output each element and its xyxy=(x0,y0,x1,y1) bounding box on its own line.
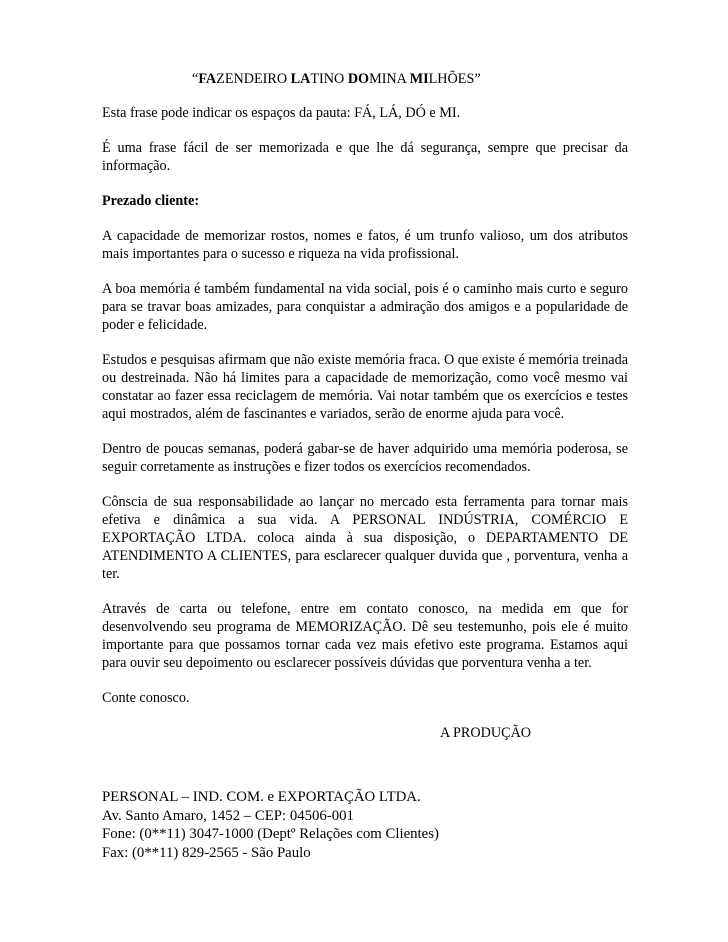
title-word-1-caps: FA xyxy=(198,71,217,87)
footer-company-name: PERSONAL – IND. COM. e EXPORTAÇÃO LTDA. xyxy=(102,789,421,805)
title-word-3-rest: MINA xyxy=(369,71,410,87)
title-word-4-rest: LHÕES xyxy=(428,71,475,87)
footer-phone: Fone: (0**11) 3047-1000 (Deptº Relações com Clientes) xyxy=(102,826,439,842)
closing-line: Conte conosco. xyxy=(102,690,190,706)
body-paragraph-1: A capacidade de memorizar rostos, nomes e fatos, é um trunfo valioso, um dos atributos mais importantes para o sucesso e riqueza na vida profissional. xyxy=(102,228,628,262)
body-paragraph-6: Através de carta ou telefone, entre em contato conosco, na medida em que for desenvolvendo seu programa de MEMORIZAÇÃO. Dê seu testemunho, pois ele é muito importante para que possamos tornar cada vez mais efetivo este programa. Estamos aqui para ouvir seu depoimento ou esclarecer possíveis dúvidas que porventura venha a ter. xyxy=(102,601,628,671)
title-word-1-rest: ZENDEIRO xyxy=(216,71,291,87)
title-word-2-caps: LA xyxy=(290,71,311,87)
signature: A PRODUÇÃO xyxy=(440,725,532,741)
footer-address: Av. Santo Amaro, 1452 – CEP: 04506-001 xyxy=(102,807,354,824)
body-paragraph-4: Dentro de poucas semanas, poderá gabar-se de haver adquirido uma memória poderosa, se seguir corretamente as instruções e fizer todos os exercícios recomendados. xyxy=(102,441,628,475)
body-paragraph-3: Estudos e pesquisas afirmam que não existe memória fraca. O que existe é memória treinada ou destreinada. Não há limites para a capacidade de memorização, como você mesmo vai constatar ao fazer essa reciclagem de memória. Vai notar também que os exercícios e testes aqui mostrados, além de fascinantes e variados, serão de enorme ajuda para você. xyxy=(102,352,628,422)
title-word-4-caps: MI xyxy=(409,71,429,87)
title-close-quote: ” xyxy=(474,71,481,87)
body-paragraph-2: A boa memória é também fundamental na vida social, pois é o caminho mais curto e seguro para se travar boas amizades, para conquistar a admiração dos amigos e a popularidade de poder e felicidade. xyxy=(102,281,628,333)
title-open-quote: “ xyxy=(192,71,199,87)
letter-body xyxy=(102,70,628,742)
title-word-3-caps: DO xyxy=(347,71,370,87)
body-paragraph-5: Cônscia de sua responsabilidade ao lançar no mercado esta ferramenta para tornar mais efetiva e dinâmica a sua vida. A PERSONAL INDÚSTRIA, COMÉRCIO E EXPORTAÇÃO LTDA. coloca ainda à sua disposição, o DEPARTAMENTO DE ATENDIMENTO A CLIENTES, para esclarecer qualquer duvida que , porventura, venha a ter. xyxy=(102,494,628,582)
intro-paragraph-2: É uma frase fácil de ser memorizada e que lhe dá segurança, sempre que precisar da informação. xyxy=(102,140,628,174)
greeting: Prezado cliente: xyxy=(102,193,200,209)
intro-paragraph-1: Esta frase pode indicar os espaços da pauta: FÁ, LÁ, DÓ e MI. xyxy=(102,105,461,121)
title-word-2-rest: TINO xyxy=(310,71,348,87)
company-footer xyxy=(102,788,628,862)
footer-fax: Fax: (0**11) 829-2565 - São Paulo xyxy=(102,844,311,861)
mnemonic-title xyxy=(102,70,628,88)
